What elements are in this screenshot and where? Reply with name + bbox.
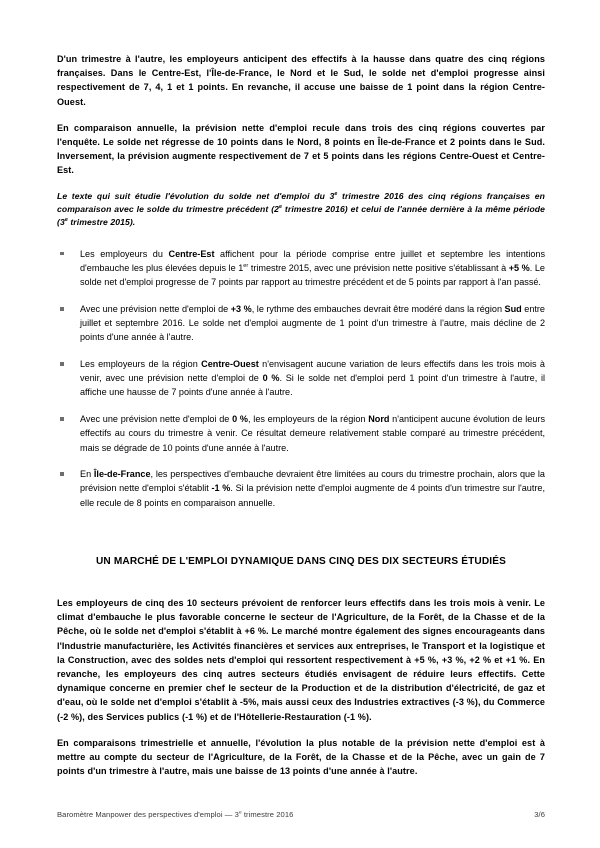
square-bullet-icon <box>60 252 64 256</box>
section-paragraph-2: En comparaisons trimestrielle et annuelle, l'évolution la plus notable de la prévision nette d'emploi est à mettre au compte du secteur de l'Agriculture, de la Forêt, de la Chasse et de la Pêche, avec un gain de 7 points d'un trimestre à l'autre, mais une baisse de 13 points d'une année à l'autre. <box>57 737 545 777</box>
bullet-text-3: . Si le solde net d'emploi perd 1 point d'un trimestre à l'autre, il affiche une hausse de 7 points d'une année à l'autre. <box>80 373 545 398</box>
intro-note-sup-3: e <box>64 217 68 224</box>
bullet-text-2: , les perspectives d'embauche devraient être limitées au cours du trimestre prochain, alors que la prévision nette d'emploi s'établit <box>80 469 545 494</box>
spacer <box>57 510 545 556</box>
bullet-bold-2: 0 % <box>262 373 280 384</box>
bullet-text-2: , le rythme des embauches devrait être modéré dans la région <box>251 303 505 314</box>
list-item <box>57 467 545 510</box>
spacer <box>57 567 545 596</box>
footer-title-sup: e <box>238 809 242 815</box>
bullet-sup-1: er <box>243 263 249 270</box>
bullet-text-3: . Si la prévision nette d'emploi augmente de 4 points d'un trimestre sur l'autre, elle recule de 8 points en comparaison annuelle. <box>80 483 545 508</box>
footer-title <box>57 810 293 819</box>
bullet-text-3: n'anticipent aucune évolution de leurs effectifs au cours du trimestre à venir. Ce résultat demeure relativement stable comparé au trimestre précédent, mais se dégrade de 10 points d'une année à l'autre. <box>80 414 546 453</box>
bullet-bold-2: Sud <box>504 303 522 314</box>
bullet-text-2: , les employeurs de la région <box>248 414 369 425</box>
square-bullet-icon <box>60 417 64 421</box>
bullet-text-3: trimestre 2015, avec une prévision nette positive s'établissant à <box>248 263 509 274</box>
list-item <box>57 247 545 290</box>
list-item <box>57 302 545 345</box>
intro-note-sup-1: e <box>334 190 338 197</box>
bullet-text-1: Les employeurs de la région <box>80 359 202 370</box>
bullet-bold-1: 0 % <box>232 414 249 425</box>
intro-paragraph-2: En comparaison annuelle, la prévision nette d'emploi recule dans trois des cinq régions couvertes par l'enquête. Le solde net régresse de 10 points dans le Nord, 8 points en Île-de-France et 2 points dans le Sud. Inversement, la prévision augmente respectivement de 7 et 5 points dans les régions Centre-Ouest et Centre-Est. <box>57 122 545 176</box>
list-item <box>57 412 545 455</box>
bullet-text-2: affichent pour la période comprise entre juillet et septembre les intentions d'embauche les plus élevées depuis le 1 <box>80 248 545 274</box>
bullet-text-3: entre juillet et septembre 2016. Le solde net d'emploi augmente de 1 point d'un trimestre à l'autre, mais décline de 2 points d'une année à l'autre. <box>80 303 545 343</box>
bullet-bold-2: Nord <box>368 414 390 425</box>
intro-paragraph-1: D'un trimestre à l'autre, les employeurs anticipent des effectifs à la hausse dans quatre des cinq régions françaises. Dans le Centre-Est, l'Île-de-France, le Nord et le Sud, le solde net d'emploi progresse ainsi respectivement de 7, 4, 1 et 1 points. En revanche, il accuse une baisse de 1 point dans la région Centre-Ouest. <box>57 54 545 107</box>
page-title: UN MARCHÉ DE L'EMPLOI DYNAMIQUE DANS CINQ DES DIX SECTEURS ÉTUDIÉS <box>95 555 506 567</box>
section-paragraph-1: Les employeurs de cinq des 10 secteurs prévoient de renforcer leurs effectifs dans les trois mois à venir. Le climat d'embauche le plus favorable concerne le secteur de l'Agriculture, de la Forêt, de la Chasse et de la Pêche, où le solde net d'emploi s'établit à +6 %. Le marché montre également des signes encourageants dans l'Industrie manufacturière, les Activités financières et services aux entreprises, le Transport et la logistique et la Construction, avec des soldes nets d'emploi qui ressortent respectivement à +5 %, +3 %, +2 % et +1 %. En revanche, les employeurs des cinq autres secteurs étudiés envisagent de réduire leurs effectifs. Cette dynamique concerne en premier chef le secteur de la Production et de la distribution d'électricité, de gaz et d'eau, où le solde net d'emploi s'établit à -5%, mais aussi ceux des Industries extractives (-3 %), du Commerce (-2 %), des Services publics (-1 %) et de l'Hôtellerie-Restauration (-1 %). <box>57 597 545 722</box>
bullet-text-1: Avec une prévision nette d'emploi de <box>80 303 231 314</box>
intro-note-sup-2: e <box>279 204 283 211</box>
square-bullet-icon <box>60 307 64 311</box>
bullet-text-1: Avec une prévision nette d'emploi de <box>80 414 233 425</box>
page-footer <box>57 810 545 819</box>
intro-note-part-2: trimestre 2016 des cinq régions françaises en comparaison avec le solde du trimestre précédent (2 <box>57 190 545 215</box>
intro-note <box>57 190 545 230</box>
intro-note-part-3: trimestre 2016) et celui de l'année dernière à la même période (3 <box>57 204 546 228</box>
square-bullet-icon <box>60 362 64 366</box>
bullet-text-1: En <box>80 469 94 480</box>
list-item <box>57 357 545 400</box>
intro-note-part-4: trimestre 2015). <box>67 217 136 228</box>
footer-title-suffix: trimestre 2016 <box>241 810 294 819</box>
bullet-bold-1: Centre-Est <box>168 248 215 259</box>
bullet-text-4: . Le solde net d'emploi progresse de 7 points par rapport au trimestre précédent et de 5 points par rapport à l'an passé. <box>80 263 545 288</box>
square-bullet-icon <box>60 472 64 476</box>
bullet-bold-1: Île-de-France <box>93 469 151 480</box>
footer-title-prefix: Baromètre Manpower des perspectives d'emploi — 3 <box>57 810 239 819</box>
bullet-text-2: n'envisagent aucune variation de leurs effectifs dans les trois mois à venir, avec une prévision nette d'emploi de <box>80 359 545 384</box>
page-content <box>57 52 545 778</box>
regions-bullet-list <box>57 247 545 510</box>
intro-note-part-1: Le texte qui suit étudie l'évolution du solde net d'emploi du 3 <box>57 190 335 201</box>
bullet-bold-1: +3 % <box>230 303 252 314</box>
bullet-text-1: Les employeurs du <box>80 248 169 259</box>
bullet-bold-1: Centre-Ouest <box>201 359 259 370</box>
bullet-bold-2: +5 % <box>508 263 530 274</box>
bullet-bold-2: -1 % <box>211 483 231 494</box>
page-number: 3/6 <box>534 810 545 819</box>
